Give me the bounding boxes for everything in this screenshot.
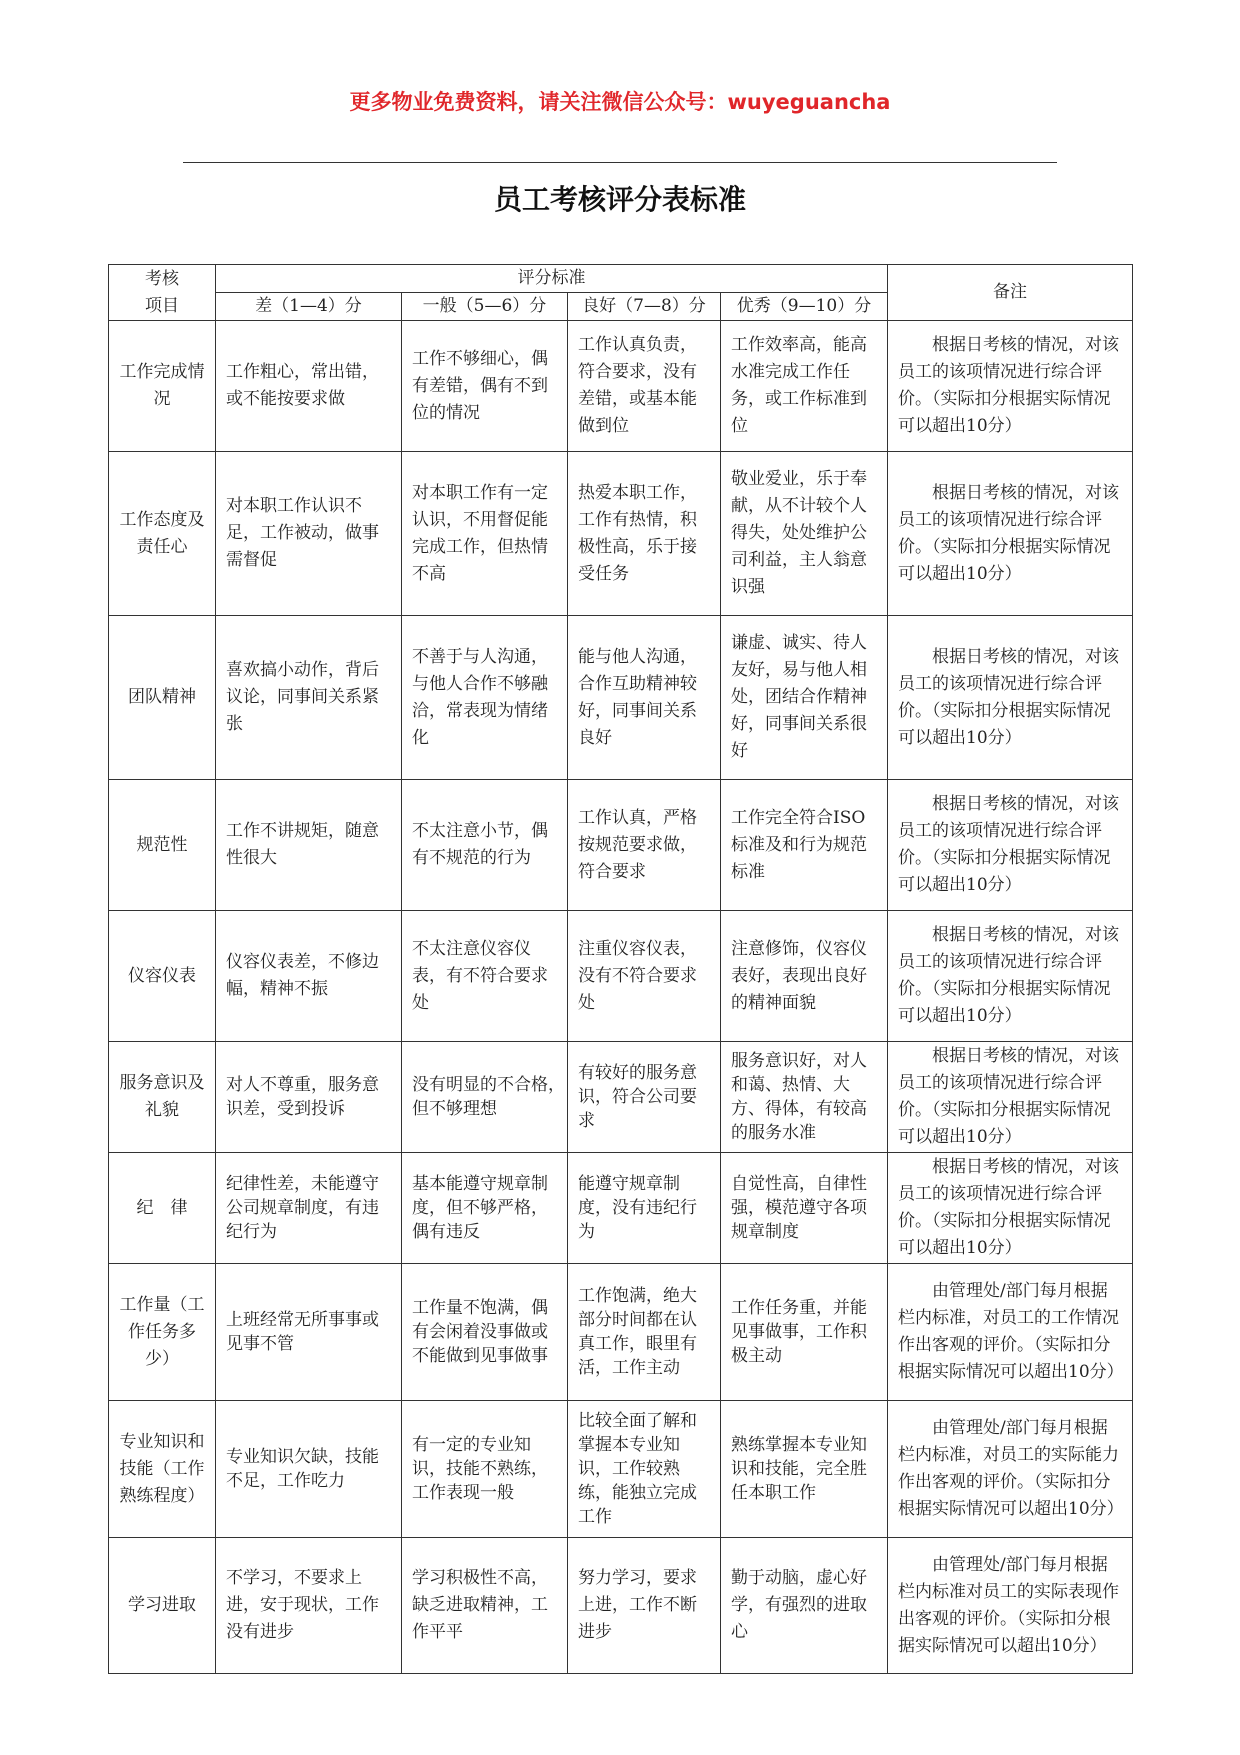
cell-excellent: 谦虚、诚实、待人友好，易与他人相处，团结合作精神好，同事间关系很好	[721, 616, 888, 780]
page-title: 员工考核评分表标准	[493, 183, 746, 216]
remark-text: 根据日考核的情况，对该员工的该项情况进行综合评价。（实际扣分根据实际情况可以超出10分）	[898, 646, 1119, 748]
cell-average: 不太注意小节，偶有不规范的行为	[402, 780, 568, 911]
cell-remark	[888, 1153, 1133, 1264]
header-note: 更多物业免费资料，请关注微信公众号：wuyeguancha	[349, 90, 891, 114]
level-header-average: 一般（5—6）分	[402, 293, 568, 321]
table-row	[109, 780, 1133, 911]
cell-excellent: 熟练掌握本专业知识和技能，完全胜任本职工作	[721, 1401, 888, 1538]
cell-poor: 对人不尊重，服务意识差，受到投诉	[216, 1042, 402, 1153]
cell-good: 能遵守规章制度，没有违纪行为	[568, 1153, 721, 1264]
cell-poor: 工作不讲规矩，随意性很大	[216, 780, 402, 911]
cell-good: 工作饱满，绝大部分时间都在认真工作，眼里有活，工作主动	[568, 1264, 721, 1401]
table-row	[109, 616, 1133, 780]
cell-poor: 对本职工作认识不足，工作被动，做事需督促	[216, 452, 402, 616]
row-item: 工作态度及责任心	[109, 452, 216, 616]
cell-excellent: 敬业爱业，乐于奉献，从不计较个人得失，处处维护公司利益，主人翁意识强	[721, 452, 888, 616]
cell-average: 不善于与人沟通，与他人合作不够融洽，常表现为情绪化	[402, 616, 568, 780]
cell-poor: 工作粗心，常出错，或不能按要求做	[216, 321, 402, 452]
row-item: 学习进取	[109, 1538, 216, 1674]
cell-good: 工作认真负责，符合要求，没有差错，或基本能做到位	[568, 321, 721, 452]
cell-excellent: 工作完全符合ISO标准及和行为规范标准	[721, 780, 888, 911]
cell-excellent: 服务意识好，对人和蔼、热情、大方、得体，有较高的服务水准	[721, 1042, 888, 1153]
cell-average: 没有明显的不合格， 但不够理想	[402, 1042, 568, 1153]
cell-remark	[888, 1401, 1133, 1538]
row-item: 仪容仪表	[109, 911, 216, 1042]
row-item: 规范性	[109, 780, 216, 911]
cell-average: 有一定的专业知识，技能不熟练，工作表现一般	[402, 1401, 568, 1538]
table-row	[109, 452, 1133, 616]
cell-remark	[888, 1264, 1133, 1401]
cell-remark	[888, 616, 1133, 780]
table-row	[109, 1042, 1133, 1153]
cell-good: 努力学习，要求上进，工作不断进步	[568, 1538, 721, 1674]
cell-remark	[888, 1538, 1133, 1674]
row-item: 专业知识和技能（工作熟练程度）	[109, 1401, 216, 1538]
cell-average: 工作量不饱满，偶有会闲着没事做或不能做到见事做事	[402, 1264, 568, 1401]
item-header	[109, 265, 216, 321]
remark-text: 由管理处/部门每月根据栏内标准，对员工的工作情况作出客观的评价。（实际扣分根据实际情况可以超出10分）	[898, 1281, 1124, 1382]
cell-poor: 专业知识欠缺，技能不足，工作吃力	[216, 1401, 402, 1538]
level-header-excellent: 优秀（9—10）分	[721, 293, 888, 321]
level-header-poor: 差（1—4）分	[216, 293, 402, 321]
table-row	[109, 321, 1133, 452]
remark-text: 由管理处/部门每月根据栏内标准对员工的实际表现作出客观的评价。（实际扣分根据实际情况可以超出10分）	[898, 1554, 1119, 1656]
cell-remark	[888, 1042, 1133, 1153]
cell-good: 工作认真，严格按规范要求做，符合要求	[568, 780, 721, 911]
cell-excellent: 勤于动脑，虚心好学，有强烈的进取心	[721, 1538, 888, 1674]
remark-text: 根据日考核的情况，对该员工的该项情况进行综合评价。（实际扣分根据实际情况可以超出10分）	[898, 1157, 1119, 1258]
cell-average: 学习积极性不高，缺乏进取精神，工作平平	[402, 1538, 568, 1674]
cell-remark	[888, 911, 1133, 1042]
cell-poor: 仪容仪表差，不修边幅，精神不振	[216, 911, 402, 1042]
cell-good: 注重仪容仪表，没有不符合要求处	[568, 911, 721, 1042]
remark-text: 根据日考核的情况，对该员工的该项情况进行综合评价。（实际扣分根据实际情况可以超出10分）	[898, 482, 1119, 584]
table-row	[109, 1401, 1133, 1538]
divider-line	[183, 162, 1057, 163]
cell-average: 对本职工作有一定认识，不用督促能完成工作，但热情不高	[402, 452, 568, 616]
remark-text: 根据日考核的情况，对该员工的该项情况进行综合评价。（实际扣分根据实际情况可以超出10分）	[898, 925, 1119, 1026]
level-header-good: 良好（7—8）分	[568, 293, 721, 321]
cell-poor: 纪律性差，未能遵守公司规章制度，有违纪行为	[216, 1153, 402, 1264]
table-row	[109, 911, 1133, 1042]
item-header-line-1: 考核	[145, 268, 179, 289]
cell-excellent: 注意修饰，仪容仪表好，表现出良好的精神面貌	[721, 911, 888, 1042]
remark-text: 根据日考核的情况，对该员工的该项情况进行综合评价。（实际扣分根据实际情况可以超出10分）	[898, 794, 1119, 895]
item-header-line-2: 项目	[145, 295, 179, 316]
cell-remark	[888, 780, 1133, 911]
cell-poor: 不学习，不要求上进，安于现状，工作没有进步	[216, 1538, 402, 1674]
cell-average: 不太注意仪容仪表，有不符合要求处	[402, 911, 568, 1042]
cell-good: 能与他人沟通，合作互助精神较好，同事间关系良好	[568, 616, 721, 780]
row-item: 服务意识及礼貌	[109, 1042, 216, 1153]
cell-excellent: 工作效率高，能高水准完成工作任务，或工作标准到位	[721, 321, 888, 452]
table-row	[109, 1153, 1133, 1264]
cell-good: 比较全面了解和掌握本专业知识，工作较熟练，能独立完成工作	[568, 1401, 721, 1538]
cell-good: 有较好的服务意识，符合公司要求	[568, 1042, 721, 1153]
cell-excellent: 自觉性高，自律性强，模范遵守各项规章制度	[721, 1153, 888, 1264]
header-row	[109, 265, 1133, 293]
row-item: 工作完成情况	[109, 321, 216, 452]
criteria-header: 评分标准	[216, 265, 888, 293]
row-item: 工作量（工作任务多少）	[109, 1264, 216, 1401]
cell-poor: 上班经常无所事事或见事不管	[216, 1264, 402, 1401]
cell-average: 基本能遵守规章制度，但不够严格，偶有违反	[402, 1153, 568, 1264]
cell-average: 工作不够细心，偶有差错，偶有不到位的情况	[402, 321, 568, 452]
cell-good: 热爱本职工作，工作有热情，积极性高，乐于接受任务	[568, 452, 721, 616]
table-row	[109, 1264, 1133, 1401]
row-item: 团队精神	[109, 616, 216, 780]
evaluation-table	[108, 264, 1133, 1674]
remark-text: 根据日考核的情况，对该员工的该项情况进行综合评价。（实际扣分根据实际情况可以超出10分）	[898, 1046, 1119, 1147]
table-row	[109, 1538, 1133, 1674]
remark-text: 由管理处/部门每月根据栏内标准，对员工的实际能力作出客观的评价。（实际扣分根据实际情况可以超出10分）	[898, 1418, 1124, 1519]
cell-remark	[888, 452, 1133, 616]
row-item: 纪 律	[109, 1153, 216, 1264]
cell-poor: 喜欢搞小动作，背后议论，同事间关系紧张	[216, 616, 402, 780]
remark-header: 备注	[888, 265, 1133, 321]
cell-remark	[888, 321, 1133, 452]
cell-excellent: 工作任务重，并能见事做事，工作积极主动	[721, 1264, 888, 1401]
remark-text: 根据日考核的情况，对该员工的该项情况进行综合评价。（实际扣分根据实际情况可以超出10分）	[898, 335, 1119, 436]
